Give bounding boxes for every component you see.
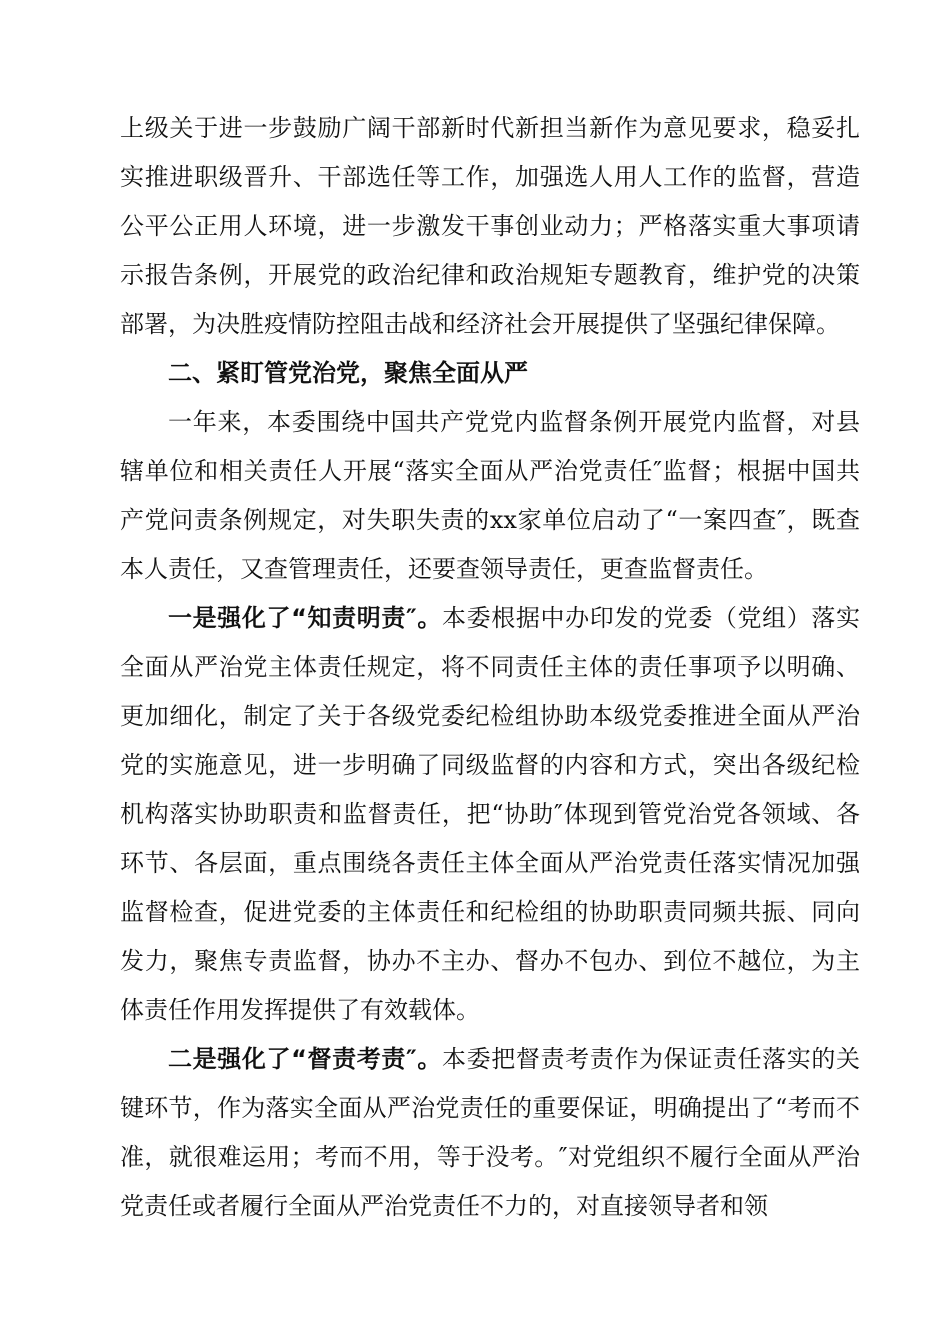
paragraph-point-two bbox=[120, 1035, 860, 1231]
point-one-text: 本委根据中办印发的党委（党组）落实全面从严治党主体责任规定，将不同责任主体的责任事项予以明确、更加细化，制定了关于各级党委纪检组协助本级党委推进全面从严治党的实施意见，进一步明确了同级监督的内容和方式，突出各级纪检机构落实协助职责和监督责任，把“协助″体现到管党治党各领域、各环节、各层面，重点围绕各责任主体全面从严治党责任落实情况加强监督检查，促进党委的主体责任和纪检组的协助职责同频共振、同向发力，聚焦专责监督，协办不主办、督办不包办、到位不越位，为主体责任作用发挥提供了有效载体。 bbox=[120, 604, 860, 1024]
section-heading: 二、紧盯管党治党，聚焦全面从严 bbox=[168, 359, 528, 387]
point-one-lead: 一是强化了“知责明责″。 bbox=[168, 604, 442, 632]
paragraph-continuation: 上级关于进一步鼓励广阔干部新时代新担当新作为意见要求，稳妥扎实推进职级晋升、干部选任等工作，加强选人用人工作的监督，营造公平公正用人环境，进一步激发干事创业动力；严格落实重大事项请示报告条例，开展党的政治纪律和政治规矩专题教育，维护党的决策部署，为决胜疫情防控阻击战和经济社会开展提供了坚强纪律保障。 bbox=[120, 114, 860, 338]
point-two-text: 本委把督责考责作为保证责任落实的关键环节，作为落实全面从严治党责任的重要保证，明确提出了“考而不准，就很难运用；考而不用，等于没考。″对党组织不履行全面从严治党责任或者履行全面从严治党责任不力的，对直接领导者和领 bbox=[120, 1045, 860, 1220]
document-body bbox=[120, 104, 860, 1231]
paragraph-point-one bbox=[120, 594, 860, 1035]
point-two-lead: 二是强化了“督责考责″。 bbox=[168, 1045, 442, 1073]
paragraph-intro: 一年来，本委围绕中国共产党党内监督条例开展党内监督，对县辖单位和相关责任人开展“落实全面从严治党责任″监督；根据中国共产党问责条例规定，对失职失责的xx家单位启动了“一案四查″，既查本人责任，又查管理责任，还要查领导责任，更查监督责任。 bbox=[120, 408, 860, 583]
